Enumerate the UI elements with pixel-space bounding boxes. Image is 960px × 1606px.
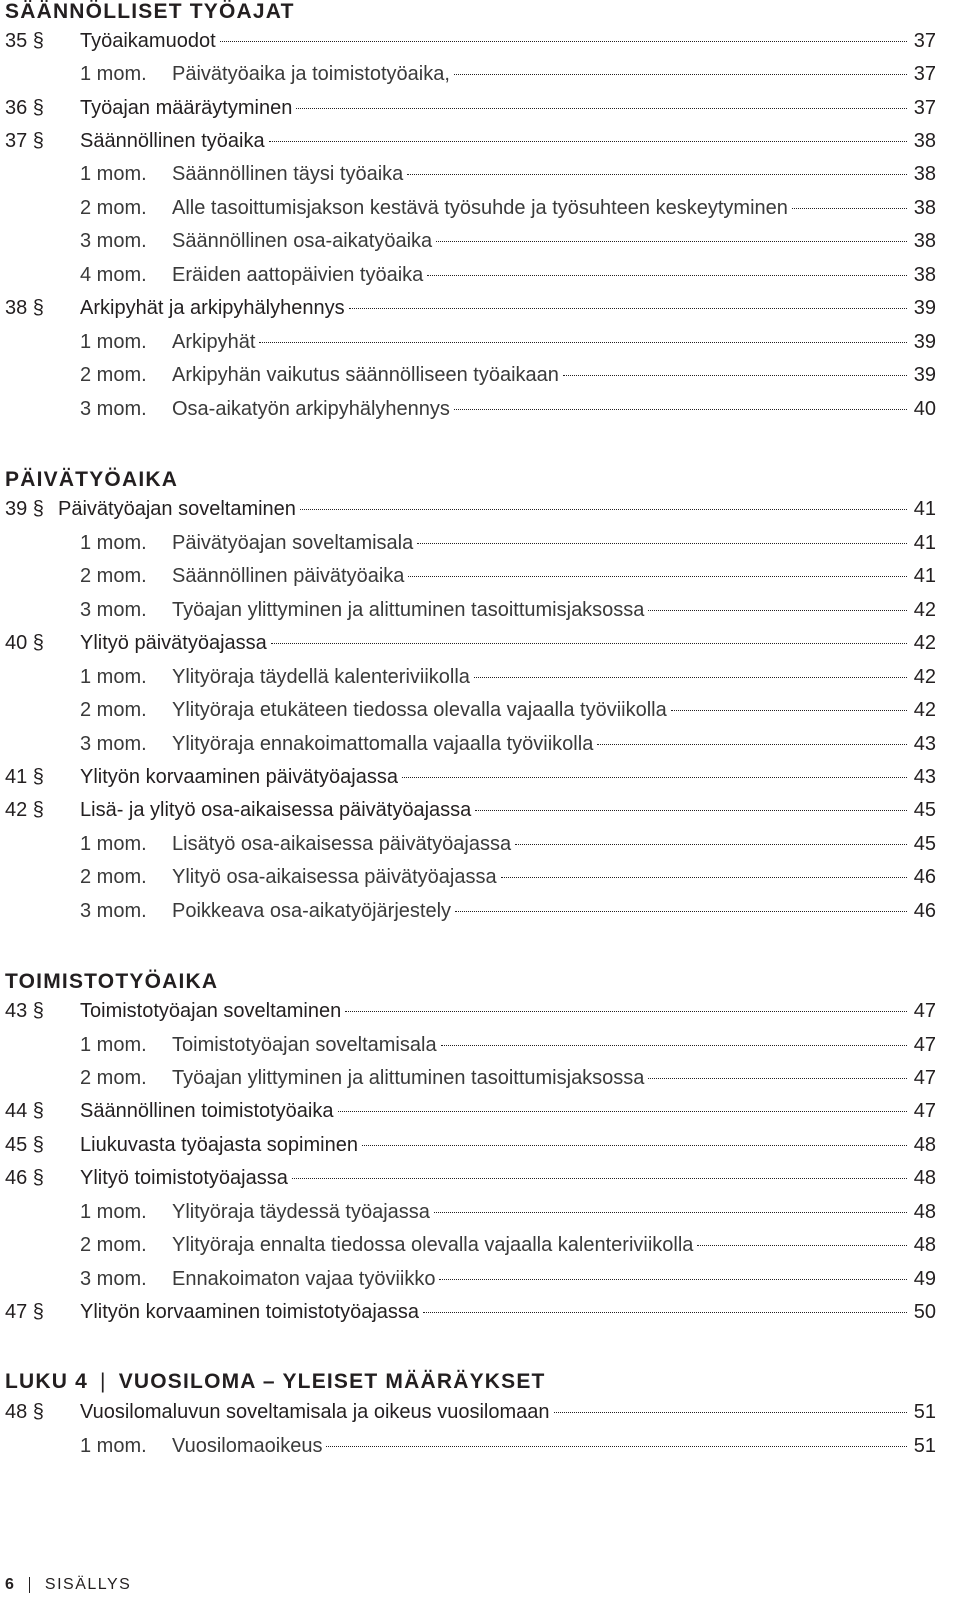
dot-leader: [434, 1212, 907, 1213]
toc-title: Työaikamuodot: [80, 30, 216, 52]
toc-row[interactable]: [0, 97, 936, 130]
dot-leader: [423, 1312, 907, 1313]
chapter-heading-luku4: [5, 1370, 546, 1394]
dot-leader: [427, 275, 907, 276]
toc-row[interactable]: [0, 130, 936, 163]
toc-title: Päivätyöaika ja toimistotyöaika,: [172, 63, 450, 85]
toc-title: Lisä- ja ylityö osa-aikaisessa päivätyöajassa: [80, 799, 472, 821]
dot-leader: [436, 241, 907, 242]
toc-row[interactable]: [0, 1201, 936, 1234]
dot-leader: [563, 375, 907, 376]
dot-leader: [597, 744, 907, 745]
toc-row[interactable]: [0, 264, 936, 297]
toc-page-number: 38: [913, 130, 936, 152]
toc-page-number: 42: [913, 632, 936, 654]
toc-row[interactable]: [0, 1234, 936, 1267]
toc-section-number: 40 §: [5, 632, 44, 654]
toc-row[interactable]: [0, 900, 936, 933]
toc-row[interactable]: [0, 833, 936, 866]
dot-leader: [338, 1111, 908, 1112]
toc-page-number: 47: [913, 1000, 936, 1022]
toc-title: Säännöllinen toimistotyöaika: [80, 1100, 334, 1122]
toc-title: Ylityön korvaaminen päivätyöajassa: [80, 766, 398, 788]
toc-row[interactable]: [0, 599, 936, 632]
chapter-label: LUKU 4: [5, 1370, 89, 1393]
toc-title: Osa-aikatyön arkipyhälyhennys: [172, 398, 450, 420]
toc-title: Vuosilomaoikeus: [172, 1435, 323, 1457]
toc-title: Säännöllinen täysi työaika: [172, 163, 404, 185]
dot-leader: [648, 610, 907, 611]
dot-leader: [408, 576, 907, 577]
toc-moment-number: 4 mom.: [80, 264, 147, 286]
toc-page-number: 50: [913, 1301, 936, 1323]
toc-row[interactable]: [0, 1067, 936, 1100]
toc-page-number: 43: [913, 766, 936, 788]
toc-row[interactable]: [0, 632, 936, 665]
toc-title: Säännöllinen päivätyöaika: [172, 565, 405, 587]
toc-section-number: 38 §: [5, 297, 44, 319]
footer-separator: [29, 1577, 30, 1593]
dot-leader: [259, 342, 907, 343]
toc-title: Arkipyhät ja arkipyhälyhennys: [80, 297, 345, 319]
toc-section-number: 42 §: [5, 799, 44, 821]
toc-title: Ylityön korvaaminen toimistotyöajassa: [80, 1301, 420, 1323]
dot-leader: [296, 108, 907, 109]
toc-title: Ylityöraja ennalta tiedossa olevalla vajaalla kalenteriviikolla: [172, 1234, 694, 1256]
toc-section-number: 44 §: [5, 1100, 44, 1122]
dot-leader: [441, 1045, 907, 1046]
toc-page-number: 46: [913, 866, 936, 888]
toc-page-number: 37: [913, 97, 936, 119]
toc-row[interactable]: [0, 297, 936, 330]
toc-moment-number: 2 mom.: [80, 1067, 147, 1089]
toc-title: Päivätyöajan soveltamisala: [172, 532, 414, 554]
toc-page-number: 38: [913, 230, 936, 252]
section-heading-saannolliset: SÄÄNNÖLLISET TYÖAJAT: [5, 0, 295, 23]
toc-title: Eräiden aattopäivien työaika: [172, 264, 424, 286]
toc-page-number: 38: [913, 163, 936, 185]
toc-moment-number: 1 mom.: [80, 1435, 147, 1457]
footer-page-number: 6: [5, 1576, 14, 1593]
dot-leader: [269, 141, 907, 142]
toc-row[interactable]: [0, 1435, 936, 1468]
toc-title: Toimistotyöajan soveltaminen: [80, 1000, 342, 1022]
toc-page-number: 51: [913, 1401, 936, 1423]
dot-leader: [271, 643, 907, 644]
toc-row[interactable]: [0, 398, 936, 431]
toc-page-number: 48: [913, 1234, 936, 1256]
toc-section-number: 47 §: [5, 1301, 44, 1323]
toc-page-number: 43: [913, 733, 936, 755]
toc-title: Ylityöraja täydellä kalenteriviikolla: [172, 666, 470, 688]
toc-title: Työajan ylittyminen ja alittuminen tasoittumisjaksossa: [172, 599, 645, 621]
toc-moment-number: 3 mom.: [80, 900, 147, 922]
toc-row[interactable]: [0, 1100, 936, 1133]
page-footer: [5, 1576, 131, 1594]
toc-row[interactable]: [0, 163, 936, 196]
toc-title: Ylityöraja täydessä työajassa: [172, 1201, 430, 1223]
toc-title: Alle tasoittumisjakson kestävä työsuhde ja työsuhteen keskeytyminen: [172, 197, 788, 219]
toc-title: Työajan määräytyminen: [80, 97, 293, 119]
toc-row[interactable]: [0, 733, 936, 766]
dot-leader: [501, 877, 907, 878]
toc-page-number: 39: [913, 364, 936, 386]
toc-title: Ennakoimaton vajaa työviikko: [172, 1268, 436, 1290]
toc-row[interactable]: [0, 1034, 936, 1067]
toc-title: Vuosilomaluvun soveltamisala ja oikeus vuosilomaan: [80, 1401, 550, 1423]
dot-leader: [515, 844, 907, 845]
toc-page-number: 39: [913, 331, 936, 353]
toc-title: Ylityö toimistotyöajassa: [80, 1167, 288, 1189]
toc-moment-number: 3 mom.: [80, 1268, 147, 1290]
toc-moment-number: 3 mom.: [80, 230, 147, 252]
dot-leader: [648, 1078, 907, 1079]
toc-moment-number: 2 mom.: [80, 1234, 147, 1256]
dot-leader: [671, 710, 907, 711]
toc-section-number: 45 §: [5, 1134, 44, 1156]
dot-leader: [454, 74, 907, 75]
toc-row[interactable]: [0, 866, 936, 899]
toc-row[interactable]: [0, 1000, 936, 1033]
toc-moment-number: 1 mom.: [80, 532, 147, 554]
toc-page-number: 45: [913, 799, 936, 821]
toc-page-number: 39: [913, 297, 936, 319]
chapter-separator: |: [100, 1370, 107, 1393]
toc-page-number: 42: [913, 599, 936, 621]
dot-leader: [417, 543, 907, 544]
toc-title: Poikkeava osa-aikatyöjärjestely: [172, 900, 452, 922]
toc-row[interactable]: [0, 331, 936, 364]
dot-leader: [439, 1279, 907, 1280]
toc-page-number: 48: [913, 1167, 936, 1189]
toc-moment-number: 2 mom.: [80, 565, 147, 587]
toc-page-number: 37: [913, 63, 936, 85]
toc-row[interactable]: [0, 1167, 936, 1200]
toc-page-number: 40: [913, 398, 936, 420]
toc-row[interactable]: [0, 1134, 936, 1167]
toc-moment-number: 2 mom.: [80, 699, 147, 721]
toc-page-number: 42: [913, 666, 936, 688]
toc-title: Ylityö osa-aikaisessa päivätyöajassa: [172, 866, 497, 888]
toc-page-number: 38: [913, 197, 936, 219]
toc-row[interactable]: [0, 1268, 936, 1301]
toc-row[interactable]: [0, 197, 936, 230]
toc-title: Ylityö päivätyöajassa: [80, 632, 267, 654]
chapter-title: VUOSILOMA – YLEISET MÄÄRÄYKSET: [118, 1370, 546, 1393]
toc-row[interactable]: [0, 30, 936, 63]
toc-moment-number: 2 mom.: [80, 364, 147, 386]
toc-moment-number: 1 mom.: [80, 331, 147, 353]
toc-moment-number: 3 mom.: [80, 599, 147, 621]
toc-moment-number: 1 mom.: [80, 1201, 147, 1223]
toc-row[interactable]: [0, 498, 936, 531]
dot-leader: [326, 1446, 907, 1447]
toc-page-number: 38: [913, 264, 936, 286]
toc-moment-number: 1 mom.: [80, 63, 147, 85]
toc-title: Työajan ylittyminen ja alittuminen tasoittumisjaksossa: [172, 1067, 645, 1089]
dot-leader: [455, 911, 907, 912]
toc-row[interactable]: [0, 532, 936, 565]
toc-title: Arkipyhät: [172, 331, 256, 353]
toc-title: Toimistotyöajan soveltamisala: [172, 1034, 437, 1056]
toc-row[interactable]: [0, 565, 936, 598]
toc-row[interactable]: [0, 364, 936, 397]
dot-leader: [349, 308, 907, 309]
toc-page-number: 48: [913, 1201, 936, 1223]
toc-title: Säännöllinen osa-aikatyöaika: [172, 230, 433, 252]
toc-section-number: 36 §: [5, 97, 44, 119]
dot-leader: [475, 810, 907, 811]
toc-row[interactable]: [0, 766, 936, 799]
dot-leader: [792, 208, 907, 209]
toc-row[interactable]: [0, 63, 936, 96]
toc-section-number: 37 §: [5, 130, 44, 152]
toc-section-number: 35 §: [5, 30, 44, 52]
toc-moment-number: 1 mom.: [80, 833, 147, 855]
toc-section-number: 41 §: [5, 766, 44, 788]
toc-moment-number: 3 mom.: [80, 733, 147, 755]
dot-leader: [554, 1412, 907, 1413]
toc-moment-number: 2 mom.: [80, 197, 147, 219]
toc-title: Liukuvasta työajasta sopiminen: [80, 1134, 358, 1156]
toc-section-number: 43 §: [5, 1000, 44, 1022]
toc-section-number: 46 §: [5, 1167, 44, 1189]
dot-leader: [345, 1011, 907, 1012]
toc-page-number: 41: [913, 498, 936, 520]
toc-moment-number: 2 mom.: [80, 866, 147, 888]
toc-page-number: 41: [913, 565, 936, 587]
toc-title: Lisätyö osa-aikaisessa päivätyöajassa: [172, 833, 512, 855]
dot-leader: [474, 677, 907, 678]
toc-row[interactable]: [0, 799, 936, 832]
dot-leader: [407, 174, 907, 175]
toc-title: Ylityöraja etukäteen tiedossa olevalla vajaalla työviikolla: [172, 699, 667, 721]
toc-page-number: 45: [913, 833, 936, 855]
toc-page-number: 49: [913, 1268, 936, 1290]
section-heading-paivatyoaika: PÄIVÄTYÖAIKA: [5, 468, 179, 491]
toc-row[interactable]: [0, 230, 936, 263]
toc-page-number: 47: [913, 1100, 936, 1122]
footer-label: SISÄLLYS: [44, 1576, 132, 1593]
toc-moment-number: 1 mom.: [80, 163, 147, 185]
dot-leader: [292, 1178, 907, 1179]
dot-leader: [300, 509, 907, 510]
toc-row[interactable]: [0, 666, 936, 699]
toc-page-number: 48: [913, 1134, 936, 1156]
toc-page-number: 41: [913, 532, 936, 554]
toc-row[interactable]: [0, 1301, 936, 1334]
toc-moment-number: 1 mom.: [80, 1034, 147, 1056]
dot-leader: [402, 777, 907, 778]
toc-page-number: 46: [913, 900, 936, 922]
dot-leader: [697, 1245, 907, 1246]
toc-page-number: 42: [913, 699, 936, 721]
toc-section-number: 48 §: [5, 1401, 44, 1423]
dot-leader: [362, 1145, 907, 1146]
toc-title: Säännöllinen työaika: [80, 130, 265, 152]
dot-leader: [220, 41, 907, 42]
toc-page-number: 47: [913, 1034, 936, 1056]
toc-section-number: 39 §: [5, 498, 44, 520]
toc-row[interactable]: [0, 699, 936, 732]
toc-page-number: 37: [913, 30, 936, 52]
toc-moment-number: 3 mom.: [80, 398, 147, 420]
section-heading-toimistotyoaika: TOIMISTOTYÖAIKA: [5, 970, 219, 993]
toc-page-number: 47: [913, 1067, 936, 1089]
toc-title: Arkipyhän vaikutus säännölliseen työaikaan: [172, 364, 559, 386]
toc-title: Ylityöraja ennakoimattomalla vajaalla työviikolla: [172, 733, 594, 755]
toc-page-number: 51: [913, 1435, 936, 1457]
toc-row[interactable]: [0, 1401, 936, 1434]
toc-title: Päivätyöajan soveltaminen: [58, 498, 296, 520]
toc-moment-number: 1 mom.: [80, 666, 147, 688]
dot-leader: [454, 409, 907, 410]
